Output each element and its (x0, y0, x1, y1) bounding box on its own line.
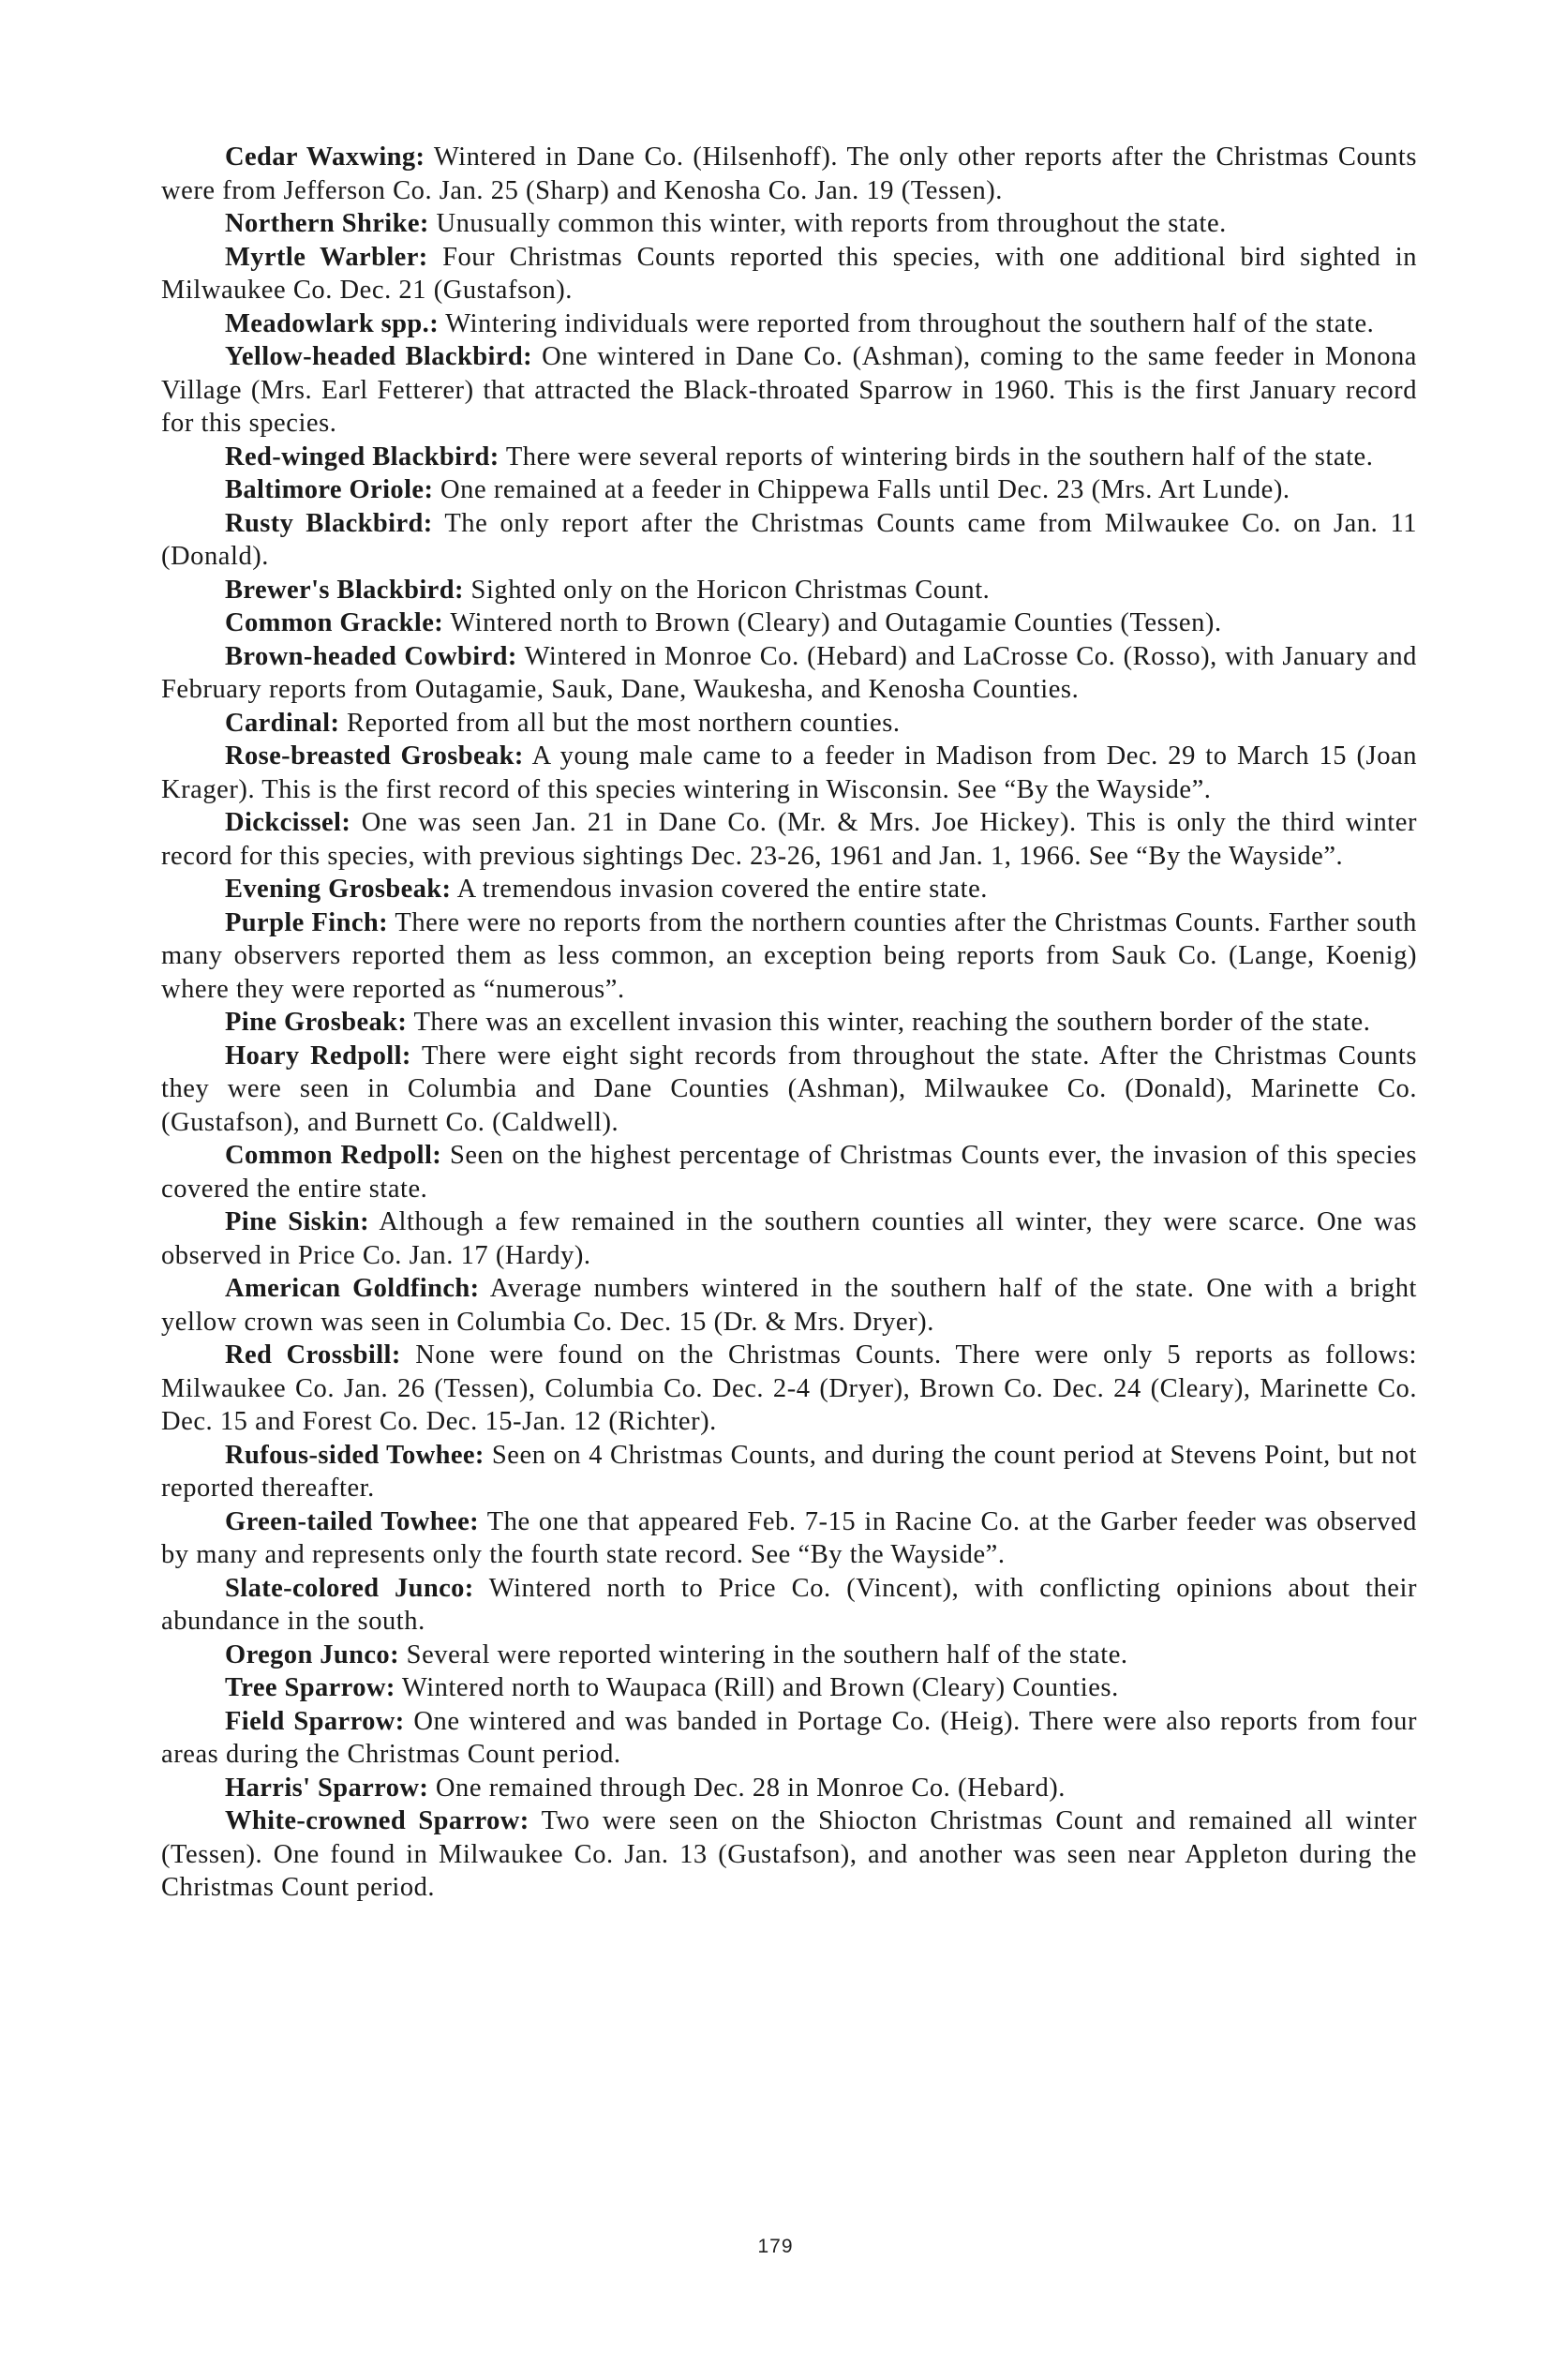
species-entry (161, 740, 1417, 806)
species-name: Dickcissel: (225, 808, 351, 837)
species-account: Two were seen on the Shiocton Christmas Count and remained all winter (Tessen). One found in Milwaukee Co. Jan. 13 (Gustafson), and another was seen near Appleton during the Christmas Count period. (161, 1806, 1417, 1902)
species-account: There were several reports of wintering birds in the southern half of the state. (505, 442, 1374, 472)
species-entry (161, 1139, 1417, 1205)
species-name: White-crowned Sparrow: (225, 1806, 529, 1835)
species-name: Brown-headed Cowbird: (225, 641, 517, 671)
species-account: The only report after the Christmas Counts came from Milwaukee Co. on Jan. 11 (Donald). (161, 508, 1417, 571)
species-name: Hoary Redpoll: (225, 1040, 411, 1070)
species-entry (161, 606, 1417, 640)
species-entry (161, 640, 1417, 707)
species-name: Meadowlark spp.: (225, 308, 440, 338)
species-name: Pine Grosbeak: (225, 1008, 408, 1037)
species-name: Evening Grosbeak: (225, 875, 452, 904)
species-entry (161, 1040, 1417, 1140)
species-name: Red-winged Blackbird: (225, 442, 500, 472)
species-entry (161, 1339, 1417, 1439)
species-account: One was seen Jan. 21 in Dane Co. (Mr. & Mrs. Joe Hickey). This is only the third winter record for this species, with previous sightings Dec. 23-26, 1961 and Jan. 1, 1966. See “By the Wayside”. (161, 808, 1417, 871)
species-account: Although a few remained in the southern counties all winter, they were scarce. One was observed in Price Co. Jan. 17 (Hardy). (161, 1207, 1417, 1270)
species-entry (161, 441, 1417, 474)
species-account: One wintered in Dane Co. (Ashman), coming to the same feeder in Monona Village (Mrs. Earl Fetterer) that attracted the Black-throated Sparrow in 1960. This is the first January record for this species. (161, 342, 1417, 438)
species-account: One remained at a feeder in Chippewa Falls until Dec. 23 (Mrs. Art Lunde). (440, 475, 1290, 504)
species-entry (161, 1439, 1417, 1505)
species-entry (161, 806, 1417, 873)
species-account: Wintered north to Brown (Cleary) and Outagamie Counties (Tessen). (450, 608, 1222, 637)
species-entry (161, 207, 1417, 241)
species-account: Four Christmas Counts reported this species, with one additional bird sighted in Milwaukee Co. Dec. 21 (Gustafson). (161, 242, 1417, 305)
species-account: Seen on 4 Christmas Counts, and during the count period at Stevens Point, but not reported thereafter. (161, 1440, 1417, 1503)
species-account: There were no reports from the northern counties after the Christmas Counts. Farther south many observers reported them as less common, an exception being reports from Sauk Co. (Lange, Koenig) where they were reported as “numerous”. (161, 907, 1417, 1004)
species-entry (161, 1639, 1417, 1672)
species-account: Seen on the highest percentage of Christmas Counts ever, the invasion of this species covered the entire state. (161, 1141, 1417, 1204)
species-account: None were found on the Christmas Counts. There were only 5 reports as follows: Milwaukee Co. Jan. 26 (Tessen), Columbia Co. Dec. 2-4 (Dryer), Brown Co. Dec. 24 (Cleary), Marinette Co. Dec. 15 and Forest Co. Dec. 15-Jan. 12 (Richter). (161, 1340, 1417, 1436)
species-account: There was an excellent invasion this winter, reaching the southern border of the state. (413, 1008, 1371, 1037)
species-name: Brewer's Blackbird: (225, 575, 464, 605)
species-account: Unusually common this winter, with reports from throughout the state. (436, 209, 1227, 238)
species-name: Baltimore Oriole: (225, 475, 434, 504)
species-name: Tree Sparrow: (225, 1673, 395, 1702)
species-account: A tremendous invasion covered the entire state. (456, 875, 988, 904)
species-name: Yellow-headed Blackbird: (225, 342, 532, 371)
species-name: Harris' Sparrow: (225, 1773, 429, 1803)
species-entry (161, 707, 1417, 741)
species-account: A young male came to a feeder in Madison from Dec. 29 to March 15 (Joan Krager). This is the first record of this species wintering in Wisconsin. See “By the Wayside”. (161, 741, 1417, 804)
species-account: One wintered and was banded in Portage Co. (Heig). There were also reports from four areas during the Christmas Count period. (161, 1706, 1417, 1769)
species-name: Northern Shrike: (225, 209, 429, 238)
species-entry (161, 340, 1417, 441)
species-account: Wintered north to Waupaca (Rill) and Brown (Cleary) Counties. (401, 1673, 1119, 1702)
species-entry (161, 1705, 1417, 1772)
species-name: Cardinal: (225, 708, 340, 738)
species-name: Pine Siskin: (225, 1207, 369, 1236)
species-name: Red Crossbill: (225, 1340, 401, 1370)
species-name: Common Grackle: (225, 608, 444, 637)
species-entry (161, 574, 1417, 607)
species-entry (161, 241, 1417, 307)
species-entry (161, 1772, 1417, 1805)
species-name: Rusty Blackbird: (225, 508, 433, 538)
species-account: Average numbers wintered in the southern half of the state. One with a bright yellow crown was seen in Columbia Co. Dec. 15 (Dr. & Mrs. Dryer). (161, 1274, 1417, 1337)
species-account: Wintered north to Price Co. (Vincent), with conflicting opinions about their abundance in the south. (161, 1573, 1417, 1636)
species-entry (161, 141, 1417, 207)
species-entry (161, 473, 1417, 507)
species-account: One remained through Dec. 28 in Monroe Co. (Hebard). (435, 1773, 1066, 1803)
species-account: Wintering individuals were reported from throughout the southern half of the state. (445, 308, 1375, 338)
species-name: Green-tailed Towhee: (225, 1506, 480, 1536)
species-account: Wintered in Monroe Co. (Hebard) and LaCrosse Co. (Rosso), with January and February reports from Outagamie, Sauk, Dane, Waukesha, and Kenosha Counties. (161, 641, 1417, 704)
species-name: American Goldfinch: (225, 1274, 480, 1303)
species-name: Rose-breasted Grosbeak: (225, 741, 524, 771)
species-name: Rufous-sided Towhee: (225, 1440, 485, 1470)
species-name: Field Sparrow: (225, 1706, 405, 1736)
species-accounts (161, 141, 1417, 1905)
species-entry (161, 307, 1417, 341)
species-account: Sighted only on the Horicon Christmas Count. (470, 575, 991, 605)
species-account: The one that appeared Feb. 7-15 in Racine Co. at the Garber feeder was observed by many and represents only the fourth state record. See “By the Wayside”. (161, 1506, 1417, 1569)
species-name: Slate-colored Junco: (225, 1573, 474, 1603)
species-entry (161, 1205, 1417, 1272)
species-account: Wintered in Dane Co. (Hilsenhoff). The only other reports after the Christmas Counts were from Jefferson Co. Jan. 25 (Sharp) and Kenosha Co. Jan. 19 (Tessen). (161, 142, 1417, 205)
species-name: Myrtle Warbler: (225, 242, 428, 272)
page-number: 179 (757, 2236, 794, 2257)
species-entry (161, 873, 1417, 906)
species-name: Common Redpoll: (225, 1141, 442, 1170)
species-entry (161, 507, 1417, 574)
species-name: Oregon Junco: (225, 1639, 399, 1669)
species-entry (161, 1804, 1417, 1905)
species-entry (161, 1272, 1417, 1339)
species-entry (161, 1006, 1417, 1040)
species-entry (161, 906, 1417, 1007)
species-account: Reported from all but the most northern counties. (347, 708, 901, 738)
species-name: Purple Finch: (225, 907, 389, 937)
species-entry (161, 1505, 1417, 1572)
species-entry (161, 1572, 1417, 1639)
species-account: There were eight sight records from throughout the state. After the Christmas Counts they were seen in Columbia and Dane Counties (Ashman), Milwaukee Co. (Donald), Marinette Co. (Gustafson), and Burnett Co. (Caldwell). (161, 1040, 1417, 1137)
species-entry (161, 1671, 1417, 1705)
species-account: Several were reported wintering in the southern half of the state. (406, 1639, 1128, 1669)
species-name: Cedar Waxwing: (225, 142, 425, 172)
